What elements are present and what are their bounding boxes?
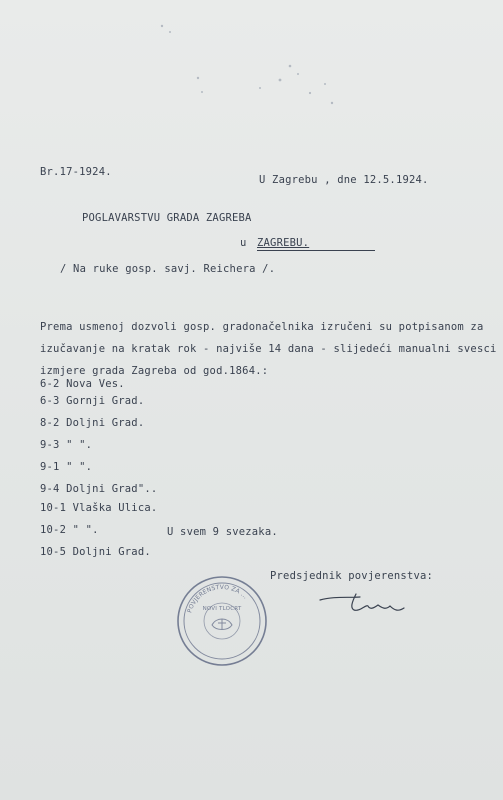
recipient-name: POGLAVARSTVU GRADA ZAGREBA [82,212,252,224]
total-volumes: U svem 9 svezaka. [167,526,278,538]
body-line: Prema usmenoj dozvoli gosp. gradonačelnika izručeni su potpisanom za [40,321,484,333]
list-item: 8-2 Doljni Grad. [40,417,145,429]
list-item: 10-5 Doljni Grad. [40,546,151,558]
attention-line: / Na ruke gosp. savj. Reichera /. [60,263,276,275]
recipient-city: ZAGREBU. [257,237,310,249]
body-line: izmjere grada Zagreba od god.1864.: [40,365,269,377]
list-item: 9-1 " ". [40,461,93,473]
list-item: 6-3 Gornji Grad. [40,395,145,407]
ink-smudge-marks [150,18,350,118]
stamp-inner-text: NOVI TLOCRT [202,606,242,612]
list-item: 10-2 " ". [40,524,99,536]
list-item: 9-3 " ". [40,439,93,451]
handwritten-signature [316,588,408,618]
list-item: 10-1 Vlaška Ulica. [40,502,158,514]
recipient-underline [257,250,375,251]
signature-title: Predsjednik povjerenstva: [270,570,434,582]
body-line: izučavanje na kratak rok - najviše 14 dana - slijedeći manualni svesci [40,343,497,355]
list-item: 9-4 Doljni Grad".. [40,483,158,495]
recipient-prefix: u [240,237,247,249]
stamp-outer-text: POVJERENSTVO ZA ... [186,583,249,614]
place-date: U Zagrebu , dne 12.5.1924. [259,174,429,186]
official-stamp [176,575,268,667]
list-item: 6-2 Nova Ves. [40,378,125,390]
reference-number: Br.17-1924. [40,166,112,178]
